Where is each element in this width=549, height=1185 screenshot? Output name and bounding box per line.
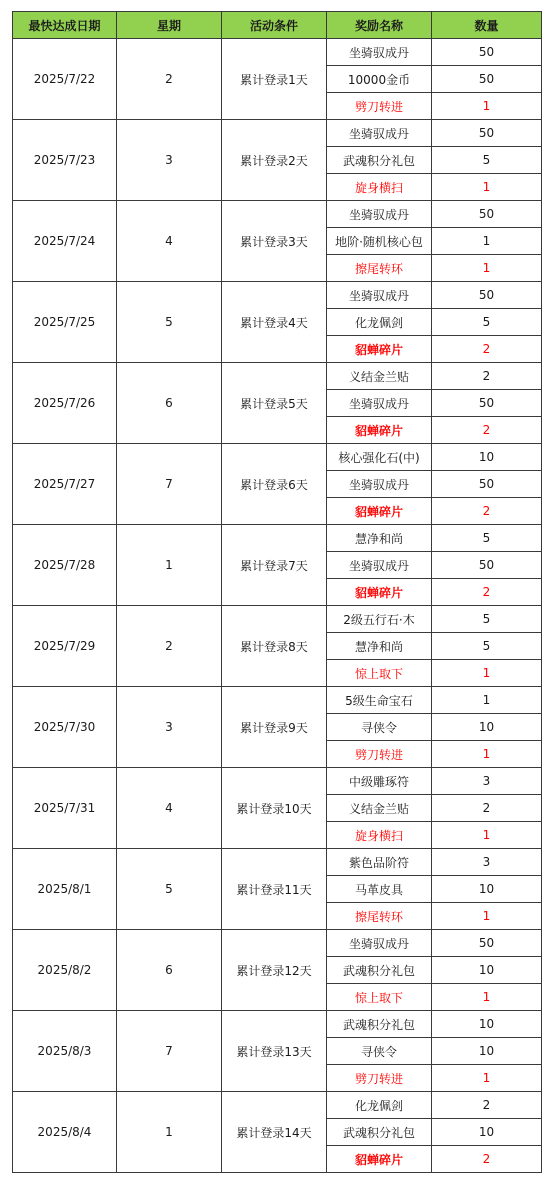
reward-quantity-cell: 5 bbox=[432, 525, 542, 552]
reward-name-cell: 义结金兰贴 bbox=[327, 795, 432, 822]
table-row bbox=[13, 1092, 542, 1119]
reward-quantity-cell: 1 bbox=[432, 903, 542, 930]
reward-name-cell: 貂蝉碎片 bbox=[327, 417, 432, 444]
reward-name-cell: 劈刀转进 bbox=[327, 741, 432, 768]
reward-name-cell: 劈刀转进 bbox=[327, 93, 432, 120]
weekday-cell: 7 bbox=[117, 444, 222, 525]
date-cell: 2025/7/30 bbox=[13, 687, 117, 768]
condition-cell: 累计登录3天 bbox=[222, 201, 327, 282]
reward-quantity-cell: 50 bbox=[432, 282, 542, 309]
reward-name-cell: 武魂积分礼包 bbox=[327, 147, 432, 174]
condition-cell: 累计登录2天 bbox=[222, 120, 327, 201]
reward-quantity-cell: 10 bbox=[432, 957, 542, 984]
reward-name-cell: 10000金币 bbox=[327, 66, 432, 93]
reward-quantity-cell: 1 bbox=[432, 255, 542, 282]
table-row bbox=[13, 606, 542, 633]
weekday-cell: 1 bbox=[117, 525, 222, 606]
condition-cell: 累计登录5天 bbox=[222, 363, 327, 444]
reward-name-cell: 貂蝉碎片 bbox=[327, 579, 432, 606]
reward-name-cell: 武魂积分礼包 bbox=[327, 1119, 432, 1146]
reward-name-cell: 慧净和尚 bbox=[327, 525, 432, 552]
reward-quantity-cell: 2 bbox=[432, 579, 542, 606]
reward-quantity-cell: 5 bbox=[432, 606, 542, 633]
condition-cell: 累计登录9天 bbox=[222, 687, 327, 768]
table-row bbox=[13, 282, 542, 309]
condition-cell: 累计登录1天 bbox=[222, 39, 327, 120]
reward-quantity-cell: 3 bbox=[432, 849, 542, 876]
table-row bbox=[13, 525, 542, 552]
reward-quantity-cell: 1 bbox=[432, 93, 542, 120]
condition-cell: 累计登录13天 bbox=[222, 1011, 327, 1092]
reward-quantity-cell: 2 bbox=[432, 1146, 542, 1173]
reward-quantity-cell: 1 bbox=[432, 741, 542, 768]
reward-name-cell: 地阶·随机核心包 bbox=[327, 228, 432, 255]
header-condition: 活动条件 bbox=[222, 12, 327, 39]
reward-name-cell: 武魂积分礼包 bbox=[327, 957, 432, 984]
date-cell: 2025/7/22 bbox=[13, 39, 117, 120]
weekday-cell: 4 bbox=[117, 768, 222, 849]
date-cell: 2025/8/2 bbox=[13, 930, 117, 1011]
reward-name-cell: 擦尾转环 bbox=[327, 903, 432, 930]
weekday-cell: 3 bbox=[117, 687, 222, 768]
reward-quantity-cell: 10 bbox=[432, 1038, 542, 1065]
reward-quantity-cell: 2 bbox=[432, 363, 542, 390]
reward-quantity-cell: 5 bbox=[432, 309, 542, 336]
weekday-cell: 4 bbox=[117, 201, 222, 282]
reward-name-cell: 貂蝉碎片 bbox=[327, 498, 432, 525]
reward-name-cell: 化龙佩剑 bbox=[327, 309, 432, 336]
table-row bbox=[13, 444, 542, 471]
table-row bbox=[13, 849, 542, 876]
reward-name-cell: 劈刀转进 bbox=[327, 1065, 432, 1092]
date-cell: 2025/7/23 bbox=[13, 120, 117, 201]
reward-name-cell: 坐骑驭成丹 bbox=[327, 120, 432, 147]
date-cell: 2025/8/3 bbox=[13, 1011, 117, 1092]
reward-name-cell: 化龙佩剑 bbox=[327, 1092, 432, 1119]
table-row bbox=[13, 120, 542, 147]
weekday-cell: 6 bbox=[117, 363, 222, 444]
reward-quantity-cell: 10 bbox=[432, 714, 542, 741]
condition-cell: 累计登录14天 bbox=[222, 1092, 327, 1173]
reward-name-cell: 5级生命宝石 bbox=[327, 687, 432, 714]
reward-name-cell: 貂蝉碎片 bbox=[327, 336, 432, 363]
reward-name-cell: 坐骑驭成丹 bbox=[327, 282, 432, 309]
reward-name-cell: 惊上取下 bbox=[327, 984, 432, 1011]
condition-cell: 累计登录6天 bbox=[222, 444, 327, 525]
login-rewards-table bbox=[12, 11, 542, 1173]
date-cell: 2025/7/27 bbox=[13, 444, 117, 525]
reward-quantity-cell: 1 bbox=[432, 660, 542, 687]
reward-name-cell: 中级雕琢符 bbox=[327, 768, 432, 795]
reward-name-cell: 坐骑驭成丹 bbox=[327, 39, 432, 66]
table-body bbox=[13, 39, 542, 1173]
reward-quantity-cell: 10 bbox=[432, 876, 542, 903]
table-row bbox=[13, 1011, 542, 1038]
reward-name-cell: 旋身横扫 bbox=[327, 174, 432, 201]
table-row bbox=[13, 930, 542, 957]
reward-name-cell: 坐骑驭成丹 bbox=[327, 471, 432, 498]
reward-quantity-cell: 2 bbox=[432, 417, 542, 444]
reward-quantity-cell: 10 bbox=[432, 1011, 542, 1038]
weekday-cell: 1 bbox=[117, 1092, 222, 1173]
reward-name-cell: 坐骑驭成丹 bbox=[327, 552, 432, 579]
reward-name-cell: 坐骑驭成丹 bbox=[327, 390, 432, 417]
condition-cell: 累计登录11天 bbox=[222, 849, 327, 930]
table-row bbox=[13, 39, 542, 66]
reward-name-cell: 核心强化石(中) bbox=[327, 444, 432, 471]
reward-name-cell: 坐骑驭成丹 bbox=[327, 201, 432, 228]
reward-quantity-cell: 1 bbox=[432, 687, 542, 714]
weekday-cell: 6 bbox=[117, 930, 222, 1011]
reward-quantity-cell: 1 bbox=[432, 174, 542, 201]
date-cell: 2025/7/26 bbox=[13, 363, 117, 444]
reward-name-cell: 擦尾转环 bbox=[327, 255, 432, 282]
reward-quantity-cell: 50 bbox=[432, 39, 542, 66]
reward-quantity-cell: 50 bbox=[432, 201, 542, 228]
reward-name-cell: 寻侠令 bbox=[327, 1038, 432, 1065]
reward-quantity-cell: 2 bbox=[432, 1092, 542, 1119]
reward-quantity-cell: 1 bbox=[432, 822, 542, 849]
reward-name-cell: 貂蝉碎片 bbox=[327, 1146, 432, 1173]
reward-name-cell: 旋身横扫 bbox=[327, 822, 432, 849]
condition-cell: 累计登录12天 bbox=[222, 930, 327, 1011]
header-reward-name: 奖励名称 bbox=[327, 12, 432, 39]
condition-cell: 累计登录10天 bbox=[222, 768, 327, 849]
reward-name-cell: 武魂积分礼包 bbox=[327, 1011, 432, 1038]
table-row bbox=[13, 363, 542, 390]
reward-name-cell: 紫色品阶符 bbox=[327, 849, 432, 876]
header-date: 最快达成日期 bbox=[13, 12, 117, 39]
date-cell: 2025/8/4 bbox=[13, 1092, 117, 1173]
reward-quantity-cell: 50 bbox=[432, 552, 542, 579]
reward-name-cell: 2级五行石·木 bbox=[327, 606, 432, 633]
condition-cell: 累计登录4天 bbox=[222, 282, 327, 363]
table-row bbox=[13, 768, 542, 795]
weekday-cell: 5 bbox=[117, 282, 222, 363]
date-cell: 2025/7/25 bbox=[13, 282, 117, 363]
reward-quantity-cell: 2 bbox=[432, 498, 542, 525]
reward-quantity-cell: 3 bbox=[432, 768, 542, 795]
weekday-cell: 2 bbox=[117, 606, 222, 687]
date-cell: 2025/7/31 bbox=[13, 768, 117, 849]
reward-quantity-cell: 5 bbox=[432, 633, 542, 660]
reward-name-cell: 寻侠令 bbox=[327, 714, 432, 741]
header-quantity: 数量 bbox=[432, 12, 542, 39]
weekday-cell: 5 bbox=[117, 849, 222, 930]
header-row bbox=[13, 12, 542, 39]
reward-quantity-cell: 1 bbox=[432, 228, 542, 255]
reward-name-cell: 坐骑驭成丹 bbox=[327, 930, 432, 957]
date-cell: 2025/7/28 bbox=[13, 525, 117, 606]
reward-quantity-cell: 2 bbox=[432, 336, 542, 363]
reward-quantity-cell: 50 bbox=[432, 66, 542, 93]
reward-quantity-cell: 50 bbox=[432, 120, 542, 147]
weekday-cell: 7 bbox=[117, 1011, 222, 1092]
reward-name-cell: 义结金兰贴 bbox=[327, 363, 432, 390]
reward-quantity-cell: 2 bbox=[432, 795, 542, 822]
reward-quantity-cell: 1 bbox=[432, 1065, 542, 1092]
date-cell: 2025/7/29 bbox=[13, 606, 117, 687]
header-weekday: 星期 bbox=[117, 12, 222, 39]
reward-quantity-cell: 5 bbox=[432, 147, 542, 174]
condition-cell: 累计登录8天 bbox=[222, 606, 327, 687]
reward-quantity-cell: 50 bbox=[432, 930, 542, 957]
reward-name-cell: 慧净和尚 bbox=[327, 633, 432, 660]
condition-cell: 累计登录7天 bbox=[222, 525, 327, 606]
weekday-cell: 2 bbox=[117, 39, 222, 120]
reward-quantity-cell: 50 bbox=[432, 390, 542, 417]
table-row bbox=[13, 687, 542, 714]
table-row bbox=[13, 201, 542, 228]
date-cell: 2025/7/24 bbox=[13, 201, 117, 282]
reward-name-cell: 马革皮具 bbox=[327, 876, 432, 903]
reward-quantity-cell: 1 bbox=[432, 984, 542, 1011]
reward-quantity-cell: 50 bbox=[432, 471, 542, 498]
date-cell: 2025/8/1 bbox=[13, 849, 117, 930]
reward-name-cell: 惊上取下 bbox=[327, 660, 432, 687]
weekday-cell: 3 bbox=[117, 120, 222, 201]
reward-quantity-cell: 10 bbox=[432, 1119, 542, 1146]
reward-quantity-cell: 10 bbox=[432, 444, 542, 471]
